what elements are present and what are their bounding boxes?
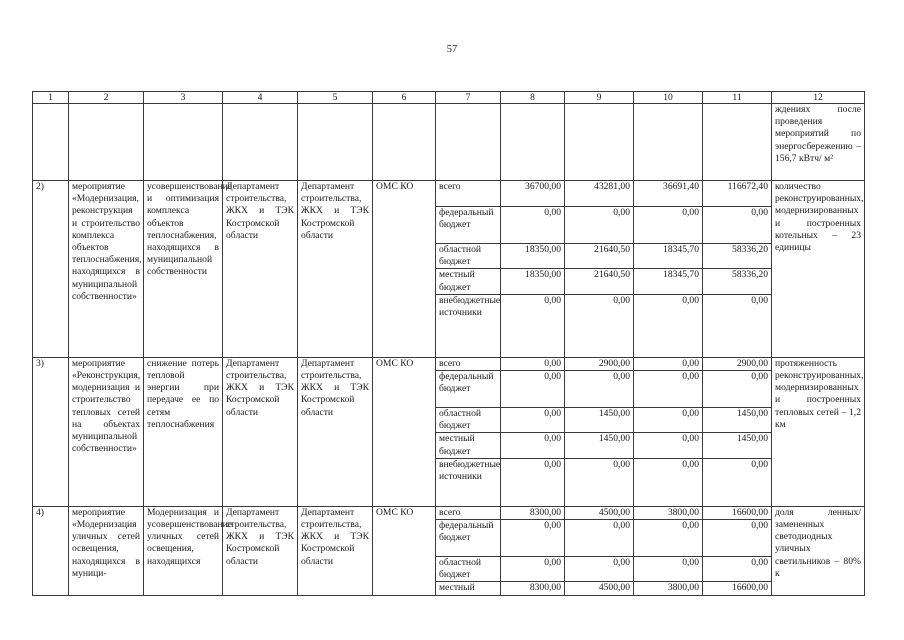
funding-source: местный бюджет: [436, 433, 501, 458]
col-number: 5: [298, 92, 373, 104]
item-number: 2): [33, 181, 69, 358]
funding-source: внебюджетные источники: [436, 294, 501, 357]
value-cell: 16600,00: [703, 582, 772, 595]
value-cell: 1450,00: [565, 433, 634, 458]
value-cell: 3800,00: [634, 582, 703, 595]
item-number: 4): [33, 506, 69, 595]
value-cell: 0,00: [634, 371, 703, 408]
col-number: 8: [501, 92, 565, 104]
value-cell: 0,00: [501, 294, 565, 357]
funding-source: федеральный бюджет: [436, 371, 501, 408]
value-cell: 18345,70: [634, 269, 703, 294]
measure-goal: усовершенствование и оптимизация комплекса объектов теплоснабжения, находящихся в муниципальной собственности: [144, 181, 223, 358]
responsible-department: Департамент строительства, ЖКХ и ТЭК Костромской области: [223, 181, 298, 358]
value-cell: 16600,00: [703, 506, 772, 519]
responsible-department: Департамент строительства, ЖКХ и ТЭК Костромской области: [223, 506, 298, 595]
header-row: [33, 92, 865, 104]
program-table: [32, 91, 865, 596]
value-cell: 0,00: [501, 520, 565, 557]
value-cell: 21640,50: [565, 244, 634, 269]
co-executor: Департамент строительства, ЖКХ и ТЭК Костромской области: [298, 181, 373, 358]
value-cell: 0,00: [565, 458, 634, 506]
value-cell: 0,00: [703, 520, 772, 557]
responsible-department: Департамент строительства, ЖКХ и ТЭК Костромской области: [223, 357, 298, 506]
co-executor: Департамент строительства, ЖКХ и ТЭК Костромской области: [298, 506, 373, 595]
result-cell: доля ленных/замененных светодиодных уличных светильников – 80% к: [772, 506, 865, 595]
value-cell: 18350,00: [501, 269, 565, 294]
co-executor: Департамент строительства, ЖКХ и ТЭК Костромской области: [298, 357, 373, 506]
col-number: 6: [373, 92, 436, 104]
funding-source: всего: [436, 357, 501, 370]
value-cell: 0,00: [634, 520, 703, 557]
col-number: 4: [223, 92, 298, 104]
value-cell: 0,00: [565, 371, 634, 408]
col-number: 7: [436, 92, 501, 104]
funding-source: федеральный бюджет: [436, 207, 501, 244]
value-cell: 0,00: [634, 433, 703, 458]
measure-goal: снижение потерь тепловой энергии при передаче ее по сетям теплоснабжения: [144, 357, 223, 506]
value-cell: 58336,20: [703, 244, 772, 269]
table-row: [33, 357, 865, 370]
carryover-row: [33, 104, 865, 181]
value-cell: 4500,00: [565, 582, 634, 595]
col-number: 11: [703, 92, 772, 104]
col-number: 12: [772, 92, 865, 104]
value-cell: 0,00: [634, 458, 703, 506]
funding-source: федеральный бюджет: [436, 520, 501, 557]
oms: ОМС КО: [373, 181, 436, 358]
measure-name: мероприятие «Реконструкция, модернизация и строительство тепловых сетей на объектах муниципальной собственности»: [69, 357, 144, 506]
funding-source: местный бюджет: [436, 269, 501, 294]
col-number: 3: [144, 92, 223, 104]
page-number: 57: [446, 44, 458, 55]
value-cell: 3800,00: [634, 506, 703, 519]
value-cell: 0,00: [565, 294, 634, 357]
value-cell: 18345,70: [634, 244, 703, 269]
value-cell: 0,00: [501, 371, 565, 408]
funding-source: областной бюджет: [436, 557, 501, 582]
value-cell: 36700,00: [501, 181, 565, 207]
funding-source: местный: [436, 582, 501, 595]
value-cell: 43281,00: [565, 181, 634, 207]
result-cell: ждениях после проведения мероприятий по энергосбережению – 156,7 кВтч/ м²: [772, 104, 865, 181]
oms: ОМС КО: [373, 357, 436, 506]
value-cell: 0,00: [501, 433, 565, 458]
value-cell: 0,00: [565, 557, 634, 582]
value-cell: 0,00: [634, 294, 703, 357]
funding-source: внебюджетные источники: [436, 458, 501, 506]
col-number: 9: [565, 92, 634, 104]
value-cell: 0,00: [634, 557, 703, 582]
value-cell: 0,00: [565, 207, 634, 244]
funding-source: всего: [436, 506, 501, 519]
value-cell: 2900,00: [565, 357, 634, 370]
measure-goal: Модернизация и усовершенствование уличных сетей освещения, находящихся: [144, 506, 223, 595]
value-cell: 8300,00: [501, 582, 565, 595]
value-cell: 58336,20: [703, 269, 772, 294]
result-cell: протяженность реконструированных, модернизированных и построенных тепловых сетей – 1,2 км: [772, 357, 865, 506]
value-cell: 0,00: [703, 557, 772, 582]
col-number: 1: [33, 92, 69, 104]
value-cell: 0,00: [703, 294, 772, 357]
value-cell: 8300,00: [501, 506, 565, 519]
result-cell: количество реконструированных, модернизированных и построенных котельных – 23 единицы: [772, 181, 865, 358]
funding-source: областной бюджет: [436, 244, 501, 269]
value-cell: 21640,50: [565, 269, 634, 294]
value-cell: 0,00: [634, 207, 703, 244]
value-cell: 0,00: [501, 408, 565, 433]
value-cell: 1450,00: [565, 408, 634, 433]
value-cell: 1450,00: [703, 433, 772, 458]
value-cell: 2900,00: [703, 357, 772, 370]
value-cell: 0,00: [501, 458, 565, 506]
table-row: [33, 181, 865, 207]
value-cell: 1450,00: [703, 408, 772, 433]
col-number: 2: [69, 92, 144, 104]
value-cell: 0,00: [703, 207, 772, 244]
value-cell: 0,00: [501, 557, 565, 582]
value-cell: 0,00: [565, 520, 634, 557]
value-cell: 0,00: [634, 408, 703, 433]
value-cell: 116672,40: [703, 181, 772, 207]
value-cell: 0,00: [634, 357, 703, 370]
table-row: [33, 506, 865, 519]
funding-source: всего: [436, 181, 501, 207]
measure-name: мероприятие «Модернизация уличных сетей освещения, находящихся в муници-: [69, 506, 144, 595]
measure-name: мероприятие «Модернизация, реконструкция и строительство комплекса объектов теплоснабжения, находящихся в муниципальной собственности»: [69, 181, 144, 358]
oms: ОМС КО: [373, 506, 436, 595]
value-cell: 0,00: [501, 207, 565, 244]
value-cell: 18350,00: [501, 244, 565, 269]
col-number: 10: [634, 92, 703, 104]
value-cell: 4500,00: [565, 506, 634, 519]
value-cell: 0,00: [501, 357, 565, 370]
value-cell: 0,00: [703, 371, 772, 408]
value-cell: 36691,40: [634, 181, 703, 207]
item-number: 3): [33, 357, 69, 506]
funding-source: областной бюджет: [436, 408, 501, 433]
value-cell: 0,00: [703, 458, 772, 506]
